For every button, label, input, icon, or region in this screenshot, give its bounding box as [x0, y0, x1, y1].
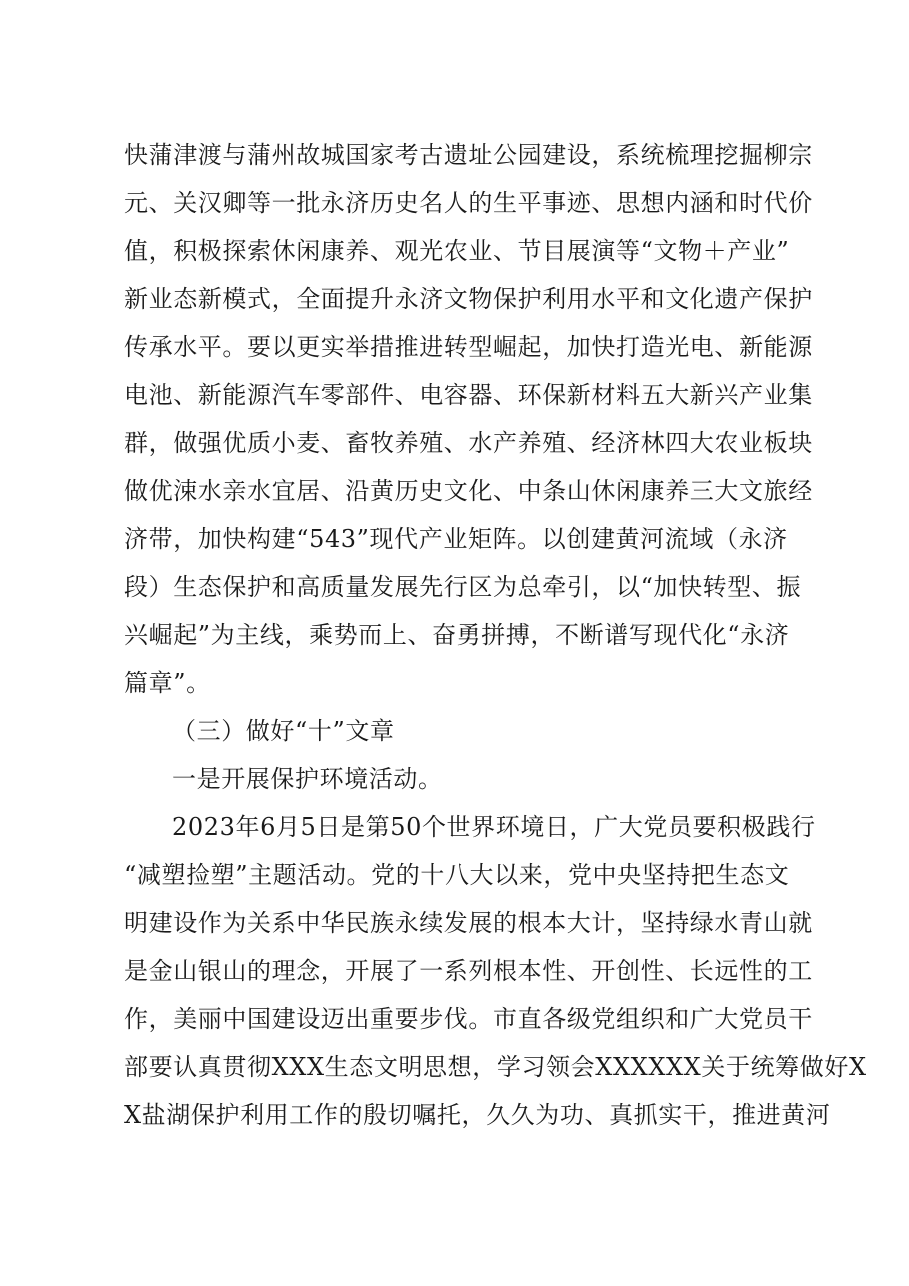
text-line: 传承水平。要以更实举措推进转型崛起，加快打造光电、新能源	[124, 333, 813, 361]
text-line: 2023年6月5日是第50个世界环境日，广大党员要积极践行	[172, 813, 816, 841]
text-line: 值，积极探索休闲康养、观光农业、节目展演等“文物＋产业”	[124, 237, 790, 265]
text-line: 明建设作为关系中华民族永续发展的根本大计，坚持绿水青山就	[124, 909, 813, 937]
text-line: 济带，加快构建“543”现代产业矩阵。以创建黄河流域（永济	[124, 525, 788, 553]
subheading: 一是开展保护环境活动。	[172, 765, 443, 793]
text-line: 群，做强优质小麦、畜牧养殖、水产养殖、经济林四大农业板块	[124, 429, 813, 457]
text-line: 做优涑水亲水宜居、沿黄历史文化、中条山休闲康养三大文旅经	[124, 477, 813, 505]
text-line: 段）生态保护和高质量发展先行区为总牵引，以“加快转型、振	[124, 573, 802, 601]
text-line: “减塑捡塑”主题活动。党的十八大以来，党中央坚持把生态文	[124, 861, 790, 889]
text-line: 部要认真贯彻XXX生态文明思想，学习领会XXXXXX关于统筹做好X	[124, 1053, 867, 1081]
text-line: 是金山银山的理念，开展了一系列根本性、开创性、长远性的工	[124, 957, 813, 985]
section-heading: （三）做好“十”文章	[172, 717, 395, 745]
text-line: 快蒲津渡与蒲州故城国家考古遗址公园建设，系统梳理挖掘柳宗	[124, 141, 813, 169]
text-line: 作，美丽中国建设迈出重要步伐。市直各级党组织和广大党员干	[124, 1005, 813, 1033]
text-line: X盐湖保护利用工作的殷切嘱托，久久为功、真抓实干，推进黄河	[124, 1101, 831, 1129]
text-line: 篇章”。	[124, 669, 211, 697]
text-line: 电池、新能源汽车零部件、电容器、环保新材料五大新兴产业集	[124, 381, 813, 409]
text-line: 兴崛起”为主线，乘势而上、奋勇拼搏，不断谱写现代化“永济	[124, 621, 790, 649]
text-line: 元、关汉卿等一批永济历史名人的生平事迹、思想内涵和时代价	[124, 189, 813, 217]
text-line: 新业态新模式，全面提升永济文物保护利用水平和文化遗产保护	[124, 285, 813, 313]
